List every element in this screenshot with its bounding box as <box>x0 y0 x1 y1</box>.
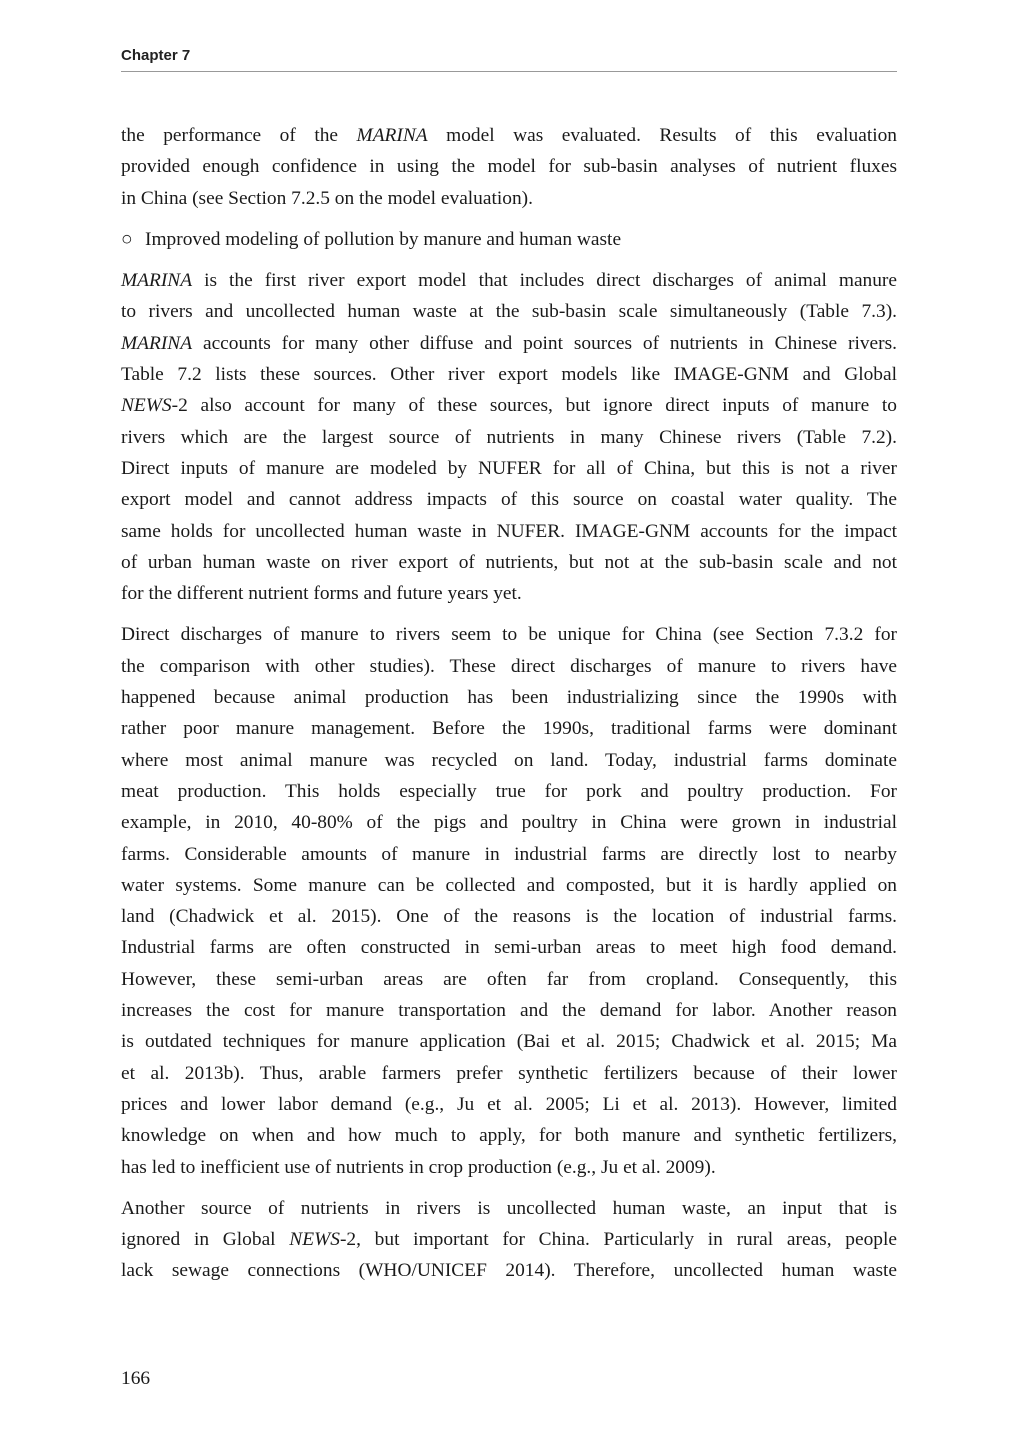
text-line: knowledge on when and how much to apply, for both manure and synthetic fertilizers, <box>121 1125 897 1147</box>
bullet-text: Improved modeling of pollution by manure and human waste <box>145 228 622 250</box>
text-line: et al. 2013b). Thus, arable farmers prefer synthetic fertilizers because of their lower <box>121 1062 897 1084</box>
text-line: MARINA accounts for many other diffuse and point sources of nutrients in Chinese rivers. <box>121 332 897 354</box>
paragraph <box>121 619 897 1182</box>
text-line: for the different nutrient forms and future years yet. <box>121 583 522 605</box>
text-line: NEWS-2 also account for many of these sources, but ignore direct inputs of manure to <box>121 395 897 417</box>
text-line: ignored in Global NEWS-2, but important for China. Particularly in rural areas, people <box>121 1229 897 1251</box>
text-line: same holds for uncollected human waste in NUFER. IMAGE-GNM accounts for the impact <box>121 520 897 542</box>
text-line: the performance of the MARINA model was evaluated. Results of this evaluation <box>121 125 897 146</box>
text-line: where most animal manure was recycled on land. Today, industrial farms dominate <box>121 749 897 771</box>
text-line: rather poor manure management. Before the 1990s, traditional farms were dominant <box>121 718 897 740</box>
text-line: happened because animal production has been industrializing since the 1990s with <box>121 687 897 709</box>
page-number: 166 <box>121 1368 151 1389</box>
paragraph <box>121 120 897 214</box>
text-line: rivers which are the largest source of nutrients in many Chinese rivers (Table 7.2). <box>121 426 897 448</box>
text-line: farms. Considerable amounts of manure in industrial farms are directly lost to nearby <box>121 843 897 865</box>
text-line: example, in 2010, 40-80% of the pigs and poultry in China were grown in industrial <box>121 812 897 834</box>
paragraph <box>121 1193 897 1287</box>
paragraph <box>121 265 897 609</box>
header-rule <box>121 71 897 72</box>
text-line: Industrial farms are often constructed in semi-urban areas to meet high food demand. <box>121 937 897 959</box>
text-line: the comparison with other studies). These direct discharges of manure to rivers have <box>121 655 897 677</box>
text-line: to rivers and uncollected human waste at the sub-basin scale simultaneously (Table 7.3). <box>121 301 897 323</box>
text-line: Direct discharges of manure to rivers seem to be unique for China (see Section 7.3.2 for <box>121 624 897 646</box>
text-line: increases the cost for manure transportation and the demand for labor. Another reason <box>121 1000 897 1022</box>
text-line: land (Chadwick et al. 2015). One of the reasons is the location of industrial farms. <box>121 906 897 928</box>
text-line: is outdated techniques for manure application (Bai et al. 2015; Chadwick et al. 2015; Ma <box>121 1031 897 1053</box>
text-line: water systems. Some manure can be collected and composted, but it is hardly applied on <box>121 874 897 896</box>
text-line: meat production. This holds especially true for pork and poultry production. For <box>121 780 897 802</box>
circle-bullet-icon: ○ <box>121 228 133 250</box>
text-line: in China (see Section 7.2.5 on the model evaluation). <box>121 187 533 209</box>
text-line: has led to inefficient use of nutrients in crop production (e.g., Ju et al. 2009). <box>121 1156 716 1178</box>
text-line: of urban human waste on river export of nutrients, but not at the sub-basin scale and not <box>121 551 897 573</box>
text-line: Table 7.2 lists these sources. Other river export models like IMAGE-GNM and Global <box>121 364 897 386</box>
text-line: prices and lower labor demand (e.g., Ju et al. 2005; Li et al. 2013). However, limited <box>121 1093 897 1115</box>
text-line: provided enough confidence in using the model for sub-basin analyses of nutrient fluxes <box>121 156 897 178</box>
text-line: MARINA is the first river export model that includes direct discharges of animal manure <box>121 270 897 292</box>
text-line: lack sewage connections (WHO/UNICEF 2014). Therefore, uncollected human waste <box>121 1260 897 1282</box>
bullet-item <box>121 224 897 255</box>
text-line: However, these semi-urban areas are often far from cropland. Consequently, this <box>121 968 897 990</box>
text-line: export model and cannot address impacts of this source on coastal water quality. The <box>121 489 897 511</box>
body-text <box>121 120 897 1297</box>
text-line: Another source of nutrients in rivers is uncollected human waste, an input that is <box>121 1197 897 1219</box>
running-header: Chapter 7 <box>121 47 191 64</box>
text-line: Direct inputs of manure are modeled by NUFER for all of China, but this is not a river <box>121 457 897 479</box>
